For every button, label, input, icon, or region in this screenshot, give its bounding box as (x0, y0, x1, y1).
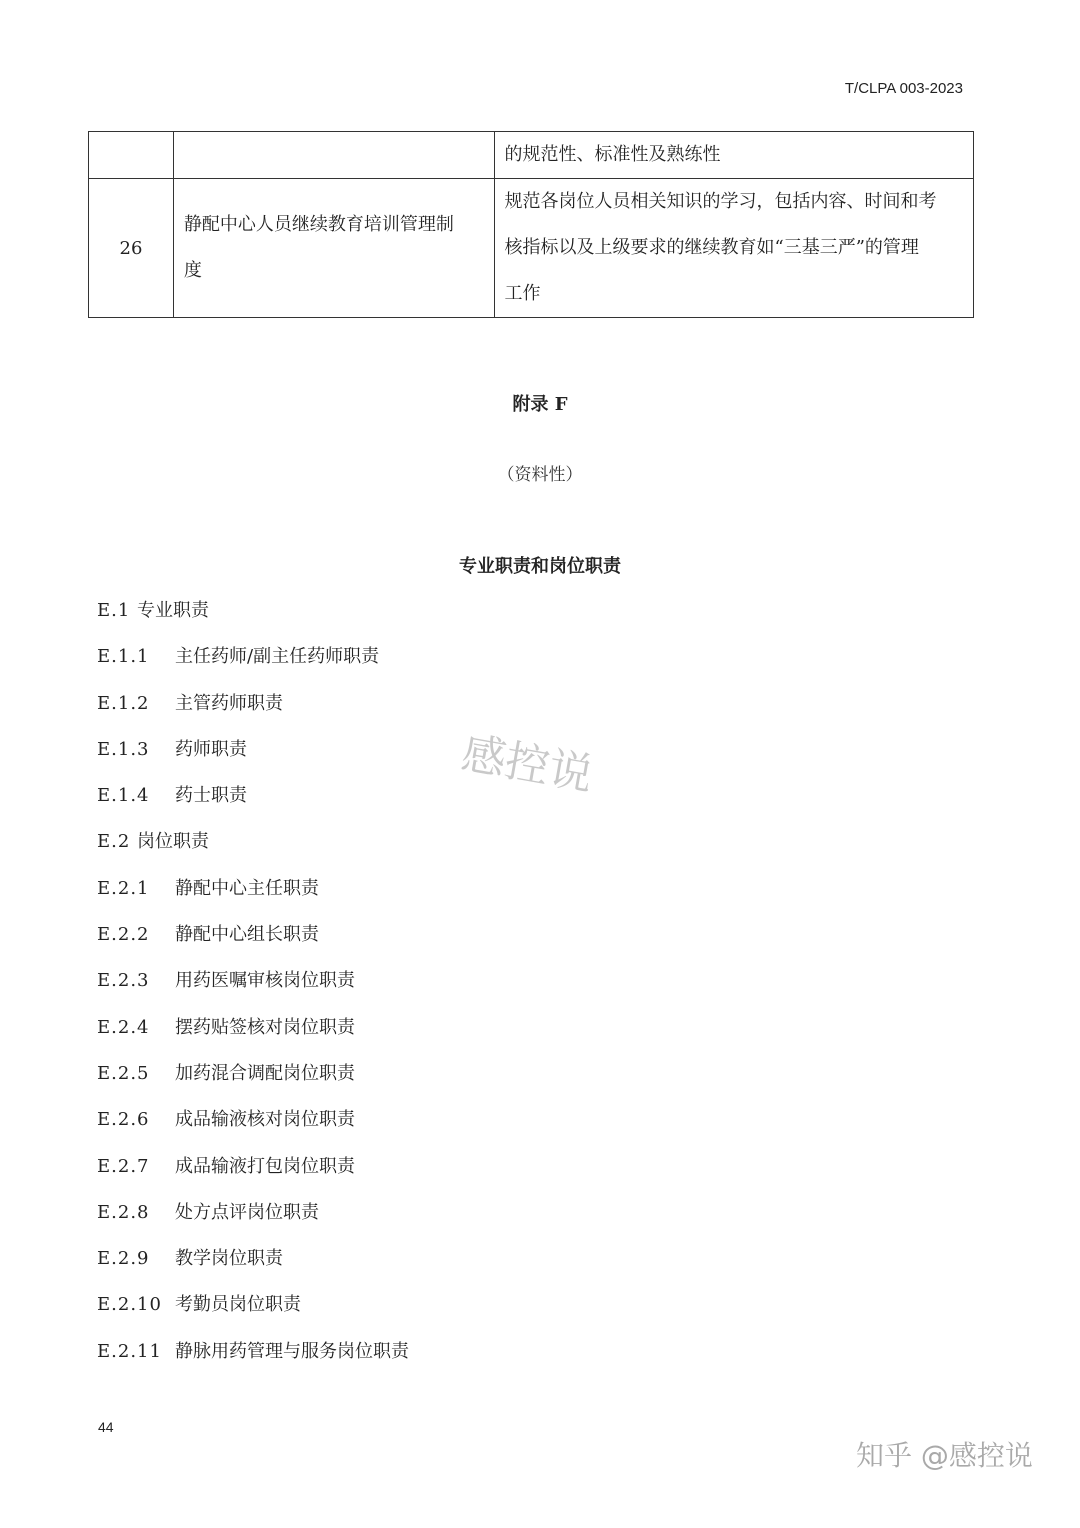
row-desc-line: 规范各岗位人员相关知识的学习，包括内容、时间和考 (504, 191, 937, 212)
toc-item (97, 1291, 409, 1337)
section-title: 专业职责和岗位职责 (459, 556, 621, 577)
standard-code: T/CLPA 003-2023 (844, 80, 963, 97)
toc-text: 考勤员岗位职责 (175, 1294, 301, 1316)
zhihu-watermark: 知乎 @感控说 (856, 1439, 1033, 1472)
toc-item (97, 1153, 409, 1199)
row-number (89, 132, 174, 179)
toc-code: E.2 (97, 831, 131, 853)
toc-text: 静配中心组长职责 (175, 924, 319, 946)
toc-item (97, 921, 409, 967)
row-description (494, 132, 973, 179)
toc-text: 药士职责 (175, 785, 247, 807)
toc-text: 主管药师职责 (175, 692, 283, 714)
toc-item (97, 1106, 409, 1152)
toc-code: E.1.2 (97, 692, 150, 714)
toc-code: E.2.11 (97, 1340, 162, 1362)
toc-code: E.2.5 (97, 1062, 150, 1084)
toc-text: 处方点评岗位职责 (175, 1201, 319, 1223)
toc-text: 主任药师/副主任药师职责 (175, 646, 380, 668)
toc-code: E.1.3 (97, 738, 150, 760)
appendix-type: （资料性） (497, 465, 583, 485)
row-name (173, 179, 494, 318)
toc-text: 用药医嘱审核岗位职责 (175, 970, 355, 992)
toc-code: E.2.2 (97, 924, 150, 946)
row-name-line: 静配中心人员继续教育培训管理制 (183, 214, 454, 235)
toc-code: E.2.10 (97, 1294, 162, 1316)
toc-code: E.2.9 (97, 1248, 150, 1270)
toc-item (97, 597, 409, 643)
toc-list (97, 597, 409, 1384)
toc-code: E.1.1 (97, 646, 150, 668)
toc-item (97, 967, 409, 1013)
toc-item (97, 1338, 409, 1384)
toc-code: E.1.4 (97, 785, 150, 807)
regulations-table (88, 131, 974, 318)
toc-item (97, 643, 409, 689)
toc-text: 摆药贴签核对岗位职责 (175, 1016, 355, 1038)
toc-code: E.2.6 (97, 1109, 150, 1131)
row-desc-line: 的规范性、标准性及熟练性 (504, 144, 721, 165)
toc-item (97, 1245, 409, 1291)
toc-text: 药师职责 (175, 738, 247, 760)
page-number: 44 (98, 1419, 114, 1435)
toc-item (97, 1060, 409, 1106)
toc-item (97, 828, 409, 874)
row-desc-line: 核指标以及上级要求的继续教育如“三基三严”的管理 (504, 237, 919, 258)
toc-text: 专业职责 (137, 600, 209, 621)
row-desc-line: 工作 (504, 283, 541, 304)
toc-code: E.2.3 (97, 970, 150, 992)
toc-item (97, 782, 409, 828)
toc-code: E.2.8 (97, 1201, 150, 1223)
toc-item (97, 1199, 409, 1245)
toc-code: E.2.1 (97, 877, 150, 899)
row-description (494, 179, 973, 318)
toc-item (97, 875, 409, 921)
toc-text: 教学岗位职责 (175, 1248, 283, 1270)
toc-code: E.2.4 (97, 1016, 150, 1038)
toc-item (97, 690, 409, 736)
toc-text: 静配中心主任职责 (175, 877, 319, 899)
row-name-line: 度 (183, 260, 202, 281)
toc-item (97, 1014, 409, 1060)
table-row (89, 132, 974, 179)
toc-text: 成品输液打包岗位职责 (175, 1155, 355, 1177)
appendix-title: 附录 F (512, 394, 568, 415)
toc-text: 加药混合调配岗位职责 (175, 1062, 355, 1084)
toc-code: E.1 (97, 600, 131, 621)
watermark: 感控说 (457, 727, 597, 802)
toc-text: 成品输液核对岗位职责 (175, 1109, 355, 1131)
toc-code: E.2.7 (97, 1155, 150, 1177)
toc-text: 静脉用药管理与服务岗位职责 (175, 1340, 409, 1362)
table-row (89, 179, 974, 318)
row-number: 26 (89, 179, 174, 318)
toc-text: 岗位职责 (137, 831, 209, 853)
toc-item (97, 736, 409, 782)
row-name (173, 132, 494, 179)
